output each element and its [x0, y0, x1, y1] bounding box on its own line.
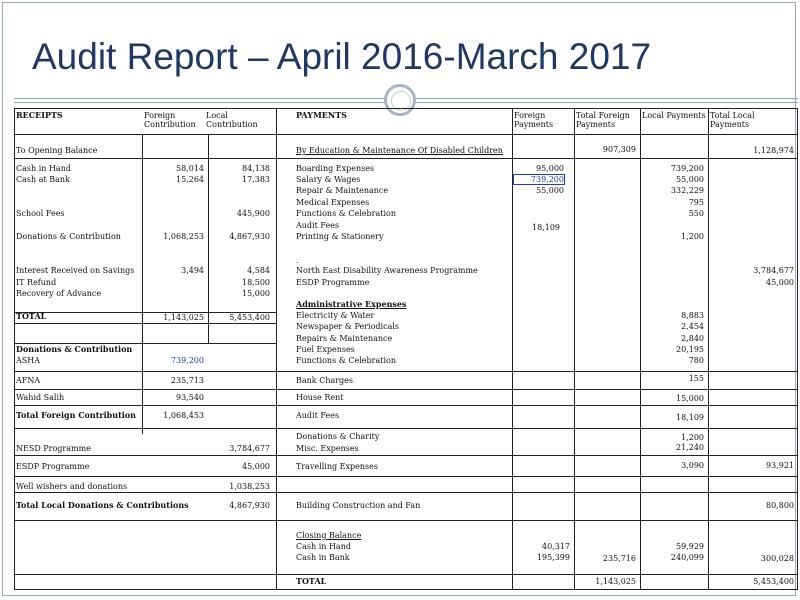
closing-header: Closing Balance: [296, 531, 362, 540]
afna-value: 235,713: [170, 376, 204, 385]
donations-local: 4,867,930: [229, 232, 270, 241]
bank-local: 155: [688, 374, 704, 383]
house-rent-local: 15,000: [676, 394, 704, 403]
medical-label: Medical Expenses: [296, 198, 370, 207]
afna-label: AFNA: [16, 376, 41, 385]
closing-hand-foreign: 40,317: [542, 542, 570, 551]
electricity-label: Electricity & Water: [296, 311, 375, 320]
receipts-total-label: TOTAL: [16, 311, 47, 321]
asha-label: ASHA: [16, 356, 41, 365]
grid-top: [14, 108, 798, 109]
receipts-total-local: 5,453,400: [229, 313, 270, 322]
donations-charity-label: Donations & Charity: [296, 432, 380, 441]
building-label: Building Construction and Fan: [296, 501, 421, 510]
wahid-value: 93,540: [176, 393, 204, 402]
grid-left: [14, 108, 15, 590]
printing-label: Printing & Stationery: [296, 232, 384, 241]
esdp-pay-total-local: 45,000: [766, 278, 794, 287]
medical-local: 795: [688, 198, 704, 207]
travelling-local: 3,090: [681, 461, 704, 470]
donations-label: Donations & Contribution: [16, 232, 121, 241]
payments-header: PAYMENTS: [296, 110, 347, 120]
closing-hand-label: Cash in Hand: [296, 542, 351, 551]
house-rent-label: House Rent: [296, 393, 344, 402]
boarding-label: Boarding Expenses: [296, 164, 375, 173]
total-foreign-value: 1,068,453: [163, 411, 204, 420]
it-refund-label: IT Refund: [16, 278, 57, 287]
it-refund-local: 18,500: [242, 278, 270, 287]
education-total-foreign: 907,309: [602, 145, 636, 154]
grid-opening-rule: [14, 158, 798, 159]
recovery-label: Recovery of Advance: [16, 289, 102, 298]
esdp-pay-label: ESDP Programme: [296, 278, 370, 287]
dot-marker: .: [296, 256, 299, 265]
travelling-label: Travelling Expenses: [296, 462, 378, 471]
interest-foreign: 3,494: [181, 266, 204, 275]
audit-fees-label: Audit Fees: [296, 411, 340, 420]
audit-table: [14, 108, 798, 590]
school-fees-label: School Fees: [16, 209, 65, 218]
interest-label: Interest Received on Savings: [16, 266, 135, 275]
payments-col-total-foreign: Total Foreign Payments: [576, 111, 630, 129]
functions-local: 550: [688, 209, 704, 218]
asha-value: 739,200: [170, 356, 204, 365]
cash-bank-local: 17,383: [242, 175, 270, 184]
cash-hand-foreign: 58,014: [176, 164, 204, 173]
recovery-local: 15,000: [242, 289, 270, 298]
newspaper-local: 2,454: [681, 322, 704, 331]
esdp-value: 45,000: [242, 462, 270, 471]
functions2-local: 780: [688, 356, 704, 365]
grid-right: [797, 108, 798, 590]
grid-pay-col1: [512, 108, 513, 590]
closing-bank-total-local: 300,028: [760, 554, 794, 563]
misc-label: Misc. Expenses: [296, 444, 359, 453]
salary-label: Salary & Wages: [296, 175, 361, 184]
receipts-col-foreign: Foreign Contribution: [144, 111, 196, 129]
grid-bottom: [14, 589, 798, 590]
building-total-local: 80,800: [766, 501, 794, 510]
functions2-label: Functions & Celebration: [296, 356, 396, 365]
grid-mid: [276, 108, 277, 590]
wellwishers-label: Well wishers and donations: [16, 482, 128, 491]
education-label: By Education & Maintenance Of Disabled Children: [296, 146, 503, 155]
total-local-value: 4,867,930: [229, 501, 270, 510]
cash-hand-label: Cash in Hand: [16, 164, 71, 173]
opening-balance-label: To Opening Balance: [16, 146, 98, 155]
grid-header-rule: [14, 134, 798, 135]
repair-local: 332,229: [670, 186, 704, 195]
grid-row-foreign-total: [14, 405, 798, 406]
ne-disability-total-local: 3,784,677: [753, 266, 794, 275]
dc-header: Donations & Contribution: [16, 344, 133, 354]
payments-col-total-local: Total Local Payments: [710, 111, 755, 129]
grid-row-closing: [14, 520, 798, 521]
total-local-label: Total Local Donations & Contributions: [16, 500, 189, 510]
grid-pay-col4: [708, 108, 709, 590]
admin-header: Administrative Expenses: [296, 299, 407, 309]
wahid-label: Wahid Salih: [16, 393, 65, 402]
misc-local: 21,240: [676, 443, 704, 452]
repair-label: Repair & Maintenance: [296, 186, 389, 195]
page-title: Audit Report – April 2016-March 2017: [32, 36, 652, 77]
grid-row-total: [14, 574, 798, 575]
interest-local: 4,584: [247, 266, 270, 275]
receipts-header: RECEIPTS: [16, 110, 63, 120]
bank-label: Bank Charges: [296, 376, 354, 385]
audit-fees-a-foreign: 18,109: [532, 223, 560, 232]
ne-disability-label: North East Disability Awareness Programme: [296, 266, 478, 275]
grid-pay-col3: [640, 108, 641, 590]
nesd-value: 3,784,677: [229, 444, 270, 453]
boarding-local: 739,200: [670, 164, 704, 173]
closing-bank-foreign: 195,399: [536, 553, 570, 562]
repairs2-label: Repairs & Maintenance: [296, 334, 393, 343]
receipts-total-foreign: 1,143,025: [163, 313, 204, 322]
receipts-col-local: Local Contribution: [206, 111, 258, 129]
cash-hand-local: 84,138: [242, 164, 270, 173]
repairs2-local: 2,840: [681, 334, 704, 343]
functions-label: Functions & Celebration: [296, 209, 396, 218]
payments-col-local: Local Payments: [642, 111, 706, 120]
printing-local: 1,200: [681, 232, 704, 241]
wellwishers-value: 1,038,253: [229, 482, 270, 491]
closing-bank-total-foreign: 235,716: [602, 554, 636, 563]
boarding-foreign: 95,000: [536, 164, 564, 173]
payments-total-label: TOTAL: [296, 576, 327, 586]
education-total-local: 1,128,974: [753, 146, 794, 155]
grid-row-afna: [14, 371, 798, 372]
salary-foreign: 739,200: [514, 175, 564, 184]
cash-bank-label: Cash at Bank: [16, 175, 70, 184]
grid-row-esdp: [14, 455, 798, 456]
electricity-local: 8,883: [681, 311, 704, 320]
fuel-local: 20,195: [676, 345, 704, 354]
grid-total-bottom: [14, 323, 276, 324]
audit-fees-local: 18,109: [676, 413, 704, 422]
closing-hand-local: 59,929: [676, 542, 704, 551]
audit-fees-a-label: Audit Fees: [296, 221, 340, 230]
grid-pay-col2: [574, 108, 575, 590]
payments-total-foreign: 1,143,025: [595, 577, 636, 586]
fuel-label: Fuel Expenses: [296, 345, 355, 354]
school-fees-local: 445,900: [236, 209, 270, 218]
total-foreign-label: Total Foreign Contribution: [16, 410, 136, 420]
closing-bank-label: Cash in Bank: [296, 553, 350, 562]
cash-bank-foreign: 15,264: [176, 175, 204, 184]
salary-local: 55,000: [676, 175, 704, 184]
closing-bank-local: 240,099: [670, 553, 704, 562]
grid-row-wahid: [14, 389, 798, 390]
esdp-label: ESDP Programme: [16, 462, 90, 471]
repair-foreign: 55,000: [536, 186, 564, 195]
newspaper-label: Newspaper & Periodicals: [296, 322, 400, 331]
donations-foreign: 1,068,253: [163, 232, 204, 241]
grid-receipts-col2: [208, 134, 209, 344]
payments-col-foreign: Foreign Payments: [514, 111, 554, 129]
grid-row-wellwishers: [14, 476, 798, 477]
travelling-total-local: 93,921: [766, 461, 794, 470]
nesd-label: NESD Programme: [16, 444, 91, 453]
grid-row-totlocal: [14, 492, 798, 493]
grid-row-nesd: [14, 428, 798, 429]
donations-charity-local: 1,200: [681, 433, 704, 442]
payments-total-local: 5,453,400: [753, 577, 794, 586]
